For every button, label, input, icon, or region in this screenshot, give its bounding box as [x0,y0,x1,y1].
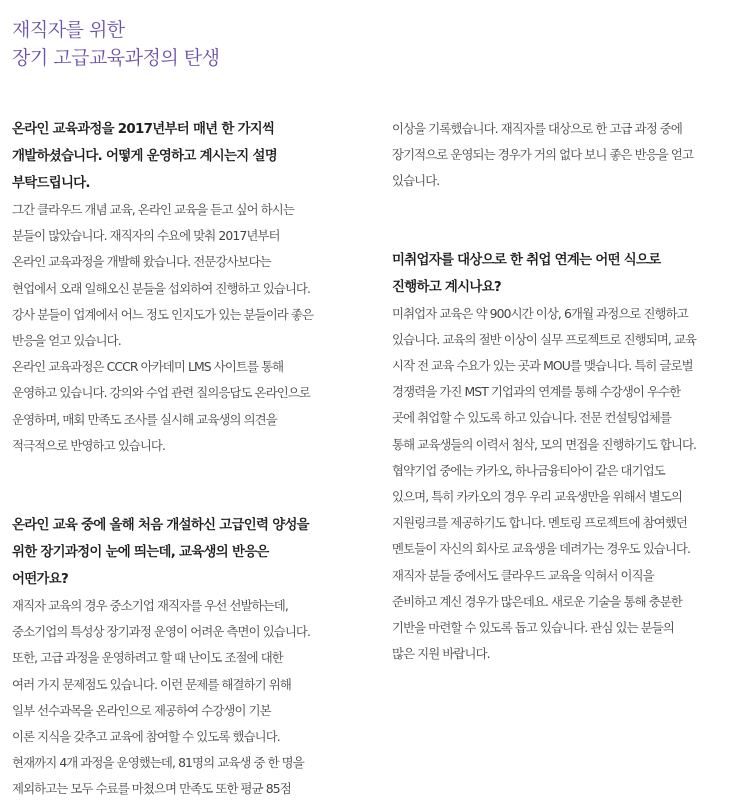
answer-2-line: 여러 가지 문제점도 있습니다. 이런 문제를 해결하기 위해 [12,676,291,692]
answer-3-line: 협약기업 중에는 카카오, 하나금융티아이 같은 대기업도 [392,462,665,478]
answer-1-line: 운영하고 있습니다. 강의와 수업 관련 질의응답도 온라인으로 [12,385,311,401]
answer-1 [12,197,346,459]
answer-3-line: 통해 교육생들의 이력서 첨삭, 모의 면접을 진행하기도 합니다. [392,436,697,452]
answer-2-continued [392,116,726,195]
question-3-line: 진행하고 계시나요? [392,279,501,295]
answer-2-line: 중소기업의 특성상 장기과정 운영이 어려운 측면이 있습니다. [12,624,311,640]
answer-3-line: 준비하고 계신 경우가 많은데요. 새로운 기술을 통해 충분한 [392,593,682,609]
answer-2-line: 일부 선수과목을 온라인으로 제공하여 수강생이 기본 [12,702,271,718]
answer-3-line: 있으며, 특히 카카오의 경우 우리 교육생만을 위해서 별도의 [392,489,682,505]
answer-1-line: 적극적으로 반영하고 있습니다. [12,437,166,453]
question-2-line: 위한 장기과정이 눈에 띄는데, 교육생의 반응은 [12,545,269,561]
answer-3-line: 시작 전 교육 수요가 있는 곳과 MOU를 맺습니다. 특히 글로벌 [392,358,693,374]
answer-1-line: 현업에서 오래 일해오신 분들을 섭외하여 진행하고 있습니다. [12,280,311,296]
question-2-line: 어떤가요? [12,572,69,588]
left-column [12,116,346,803]
right-column [392,116,726,667]
question-2-line: 온라인 교육 중에 올해 처음 개설하신 고급인력 양성을 [12,518,309,534]
answer-1-line: 운영하며, 매회 만족도 조사를 실시해 교육생의 의견을 [12,411,277,427]
question-1 [12,116,346,197]
answer-3-line: 곳에 취업할 수 있도록 하고 있습니다. 전문 컨설팅업체를 [392,410,671,426]
answer-3-line: 많은 지원 바랍니다. [392,646,490,662]
answer-3-line: 미취업자 교육은 약 900시간 이상, 6개월 과정으로 진행하고 [392,305,688,321]
article-title-line-1: 재직자를 위한 [12,19,125,41]
section-spacer [392,195,726,247]
question-1-line: 개발하셨습니다. 어떻게 운영하고 계시는지 설명 [12,149,277,164]
answer-2 [12,593,346,803]
answer-2-line: 또한, 고급 과정을 운영하려고 할 때 난이도 조절에 대한 [12,650,283,666]
answer-3-line: 경쟁력을 가진 MST 기업과의 연계를 통해 수강생이 우수한 [392,384,681,400]
answer-2-line: 이론 지식을 갖추고 교육에 참여할 수 있도록 했습니다. [12,729,280,745]
answer-3-line: 기반을 마련할 수 있도록 돕고 있습니다. 관심 있는 분들의 [392,620,674,636]
question-1-line: 부탁드립니다. [12,176,90,191]
answer-1-line: 온라인 교육과정을 개발해 왔습니다. 전문강사보다는 [12,254,271,270]
answer-2-continued-line: 장기적으로 운영되는 경우가 거의 없다 보니 좋은 반응을 얻고 [392,147,694,163]
question-3 [392,247,726,301]
answer-3-line: 지원링크를 제공하기도 합니다. 멘토링 프로젝트에 참여했던 [392,515,687,531]
answer-3 [392,301,726,668]
answer-3-line: 멘토들이 자신의 회사로 교육생을 데려가는 경우도 있습니다. [392,541,691,557]
answer-1-line: 온라인 교육과정은 CCCR 아카데미 LMS 사이트를 통해 [12,359,284,375]
question-1-line: 온라인 교육과정을 2017년부터 매년 한 가지씩 [12,122,275,137]
answer-2-continued-line: 있습니다. [392,173,440,189]
answer-1-line: 분들이 많았습니다. 재직자의 수요에 맞춰 2017년부터 [12,228,280,244]
article-title [12,16,219,72]
section-spacer [12,459,346,512]
answer-2-continued-line: 이상을 기록했습니다. 재직자를 대상으로 한 고급 과정 중에 [392,121,682,136]
question-3-line: 미취업자를 대상으로 한 취업 연계는 어떤 식으로 [392,252,661,268]
answer-2-line: 제외하고는 모두 수료를 마쳤으며 만족도 또한 평균 85점 [12,781,291,797]
answer-2-line: 현재까지 4개 과정을 운영했는데, 81명의 교육생 중 한 명을 [12,755,304,771]
answer-1-line: 그간 클라우드 개념 교육, 온라인 교육을 듣고 싶어 하시는 [12,202,294,217]
answer-1-line: 강사 분들이 업계에서 어느 정도 인지도가 있는 분들이라 좋은 [12,306,314,322]
answer-3-line: 재직자 분들 중에서도 클라우드 교육을 익혀서 이직을 [392,567,654,583]
article-title-line-2: 장기 고급교육과정의 탄생 [12,47,220,69]
answer-3-line: 있습니다. 교육의 절반 이상이 실무 프로젝트로 진행되며, 교육 [392,331,697,347]
answer-1-line: 반응을 얻고 있습니다. [12,333,121,349]
question-2 [12,512,346,593]
answer-2-line: 재직자 교육의 경우 중소기업 재직자를 우선 선발하는데, [12,598,288,614]
